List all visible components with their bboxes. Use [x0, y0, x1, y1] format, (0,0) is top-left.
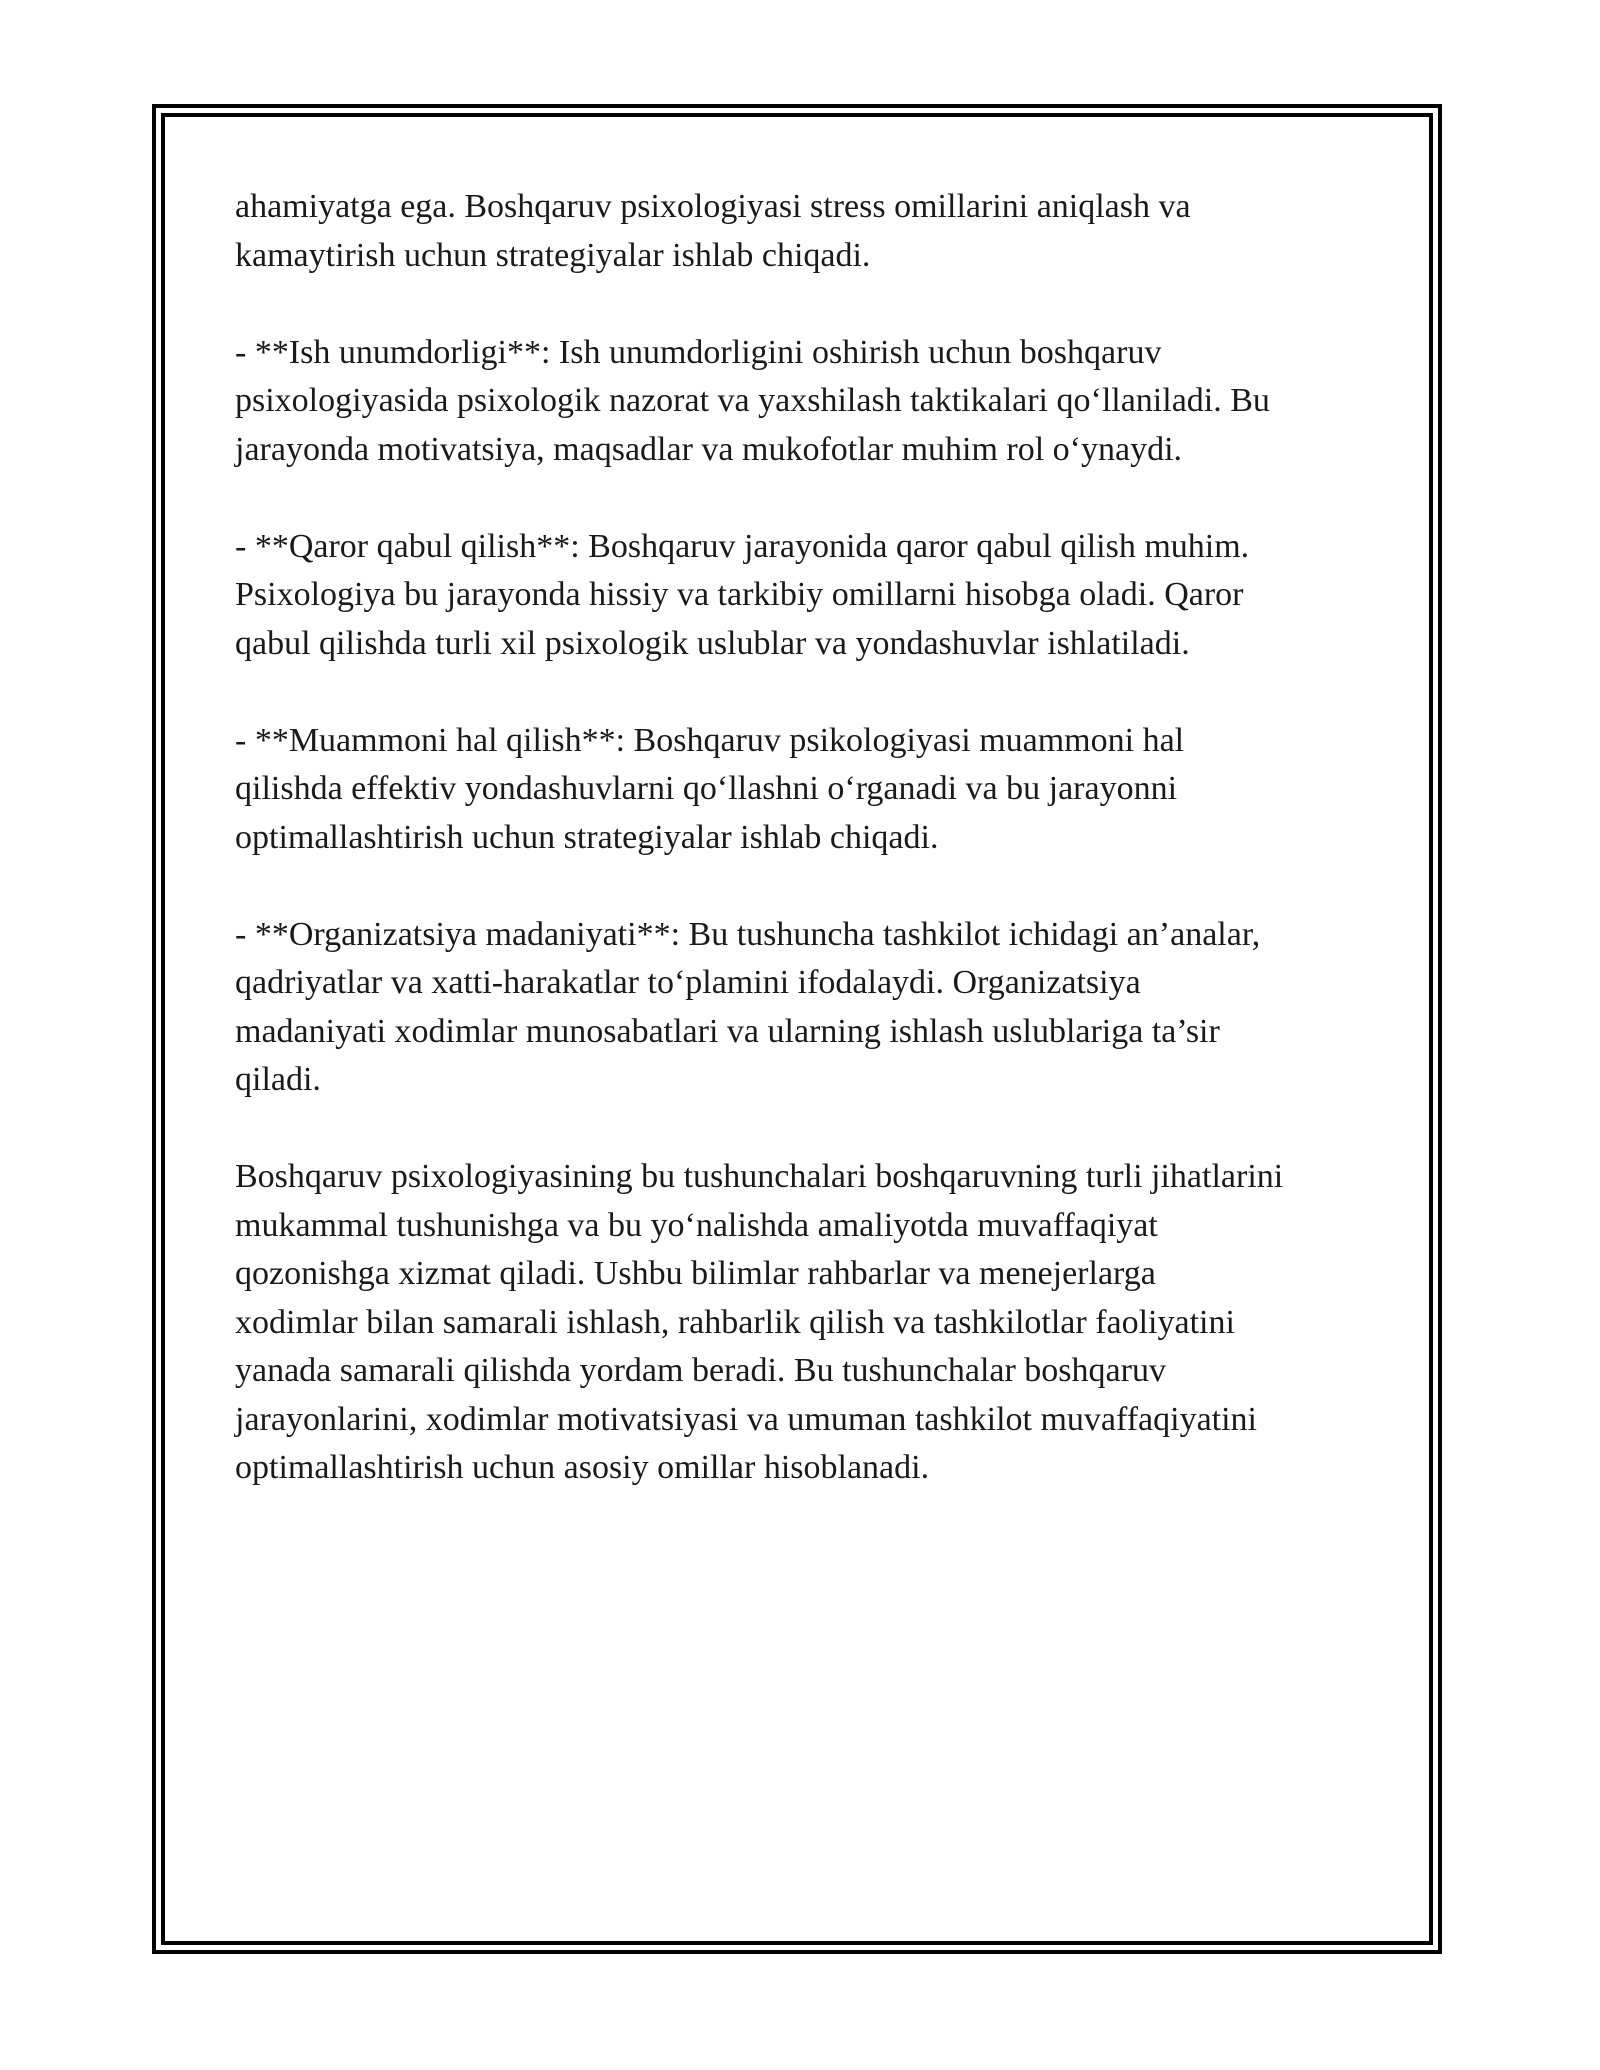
paragraph-qaror-qabul-qilish: [235, 523, 1385, 669]
text-line: qilishda effektiv yondashuvlarni qo‘llashni o‘rganadi va bu jarayonni: [235, 770, 1178, 807]
paragraph-organizatsiya-madaniyati: [235, 911, 1385, 1105]
text-line: madaniyati xodimlar munosabatlari va ularning ishlash uslublariga ta’sir: [235, 1012, 1220, 1050]
text-line: optimallashtirish uchun strategiyalar ishlab chiqadi.: [235, 818, 939, 856]
text-line: mukammal tushunishga va bu yo‘nalishda amaliyotda muvaffaqiyat: [235, 1206, 1158, 1244]
text-line: Boshqaruv psixologiyasining bu tushunchalari boshqaruvning turli jihatlarini: [235, 1158, 1284, 1195]
text-line: jarayonda motivatsiya, maqsadlar va mukofotlar muhim rol o‘ynaydi.: [235, 430, 1183, 468]
text-line: qiladi.: [235, 1061, 321, 1098]
paragraph-muammoni-hal-qilish: [235, 717, 1385, 863]
text-line: Psixologiya bu jarayonda hissiy va tarkibiy omillarni hisobga oladi. Qaror: [235, 576, 1244, 613]
text-line: qadriyatlar va xatti-harakatlar to‘plamini ifodalaydi. Organizatsiya: [235, 964, 1141, 1001]
document-body: [235, 183, 1385, 1541]
paragraph-ish-unumdorligi: [235, 329, 1385, 475]
paragraph-conclusion: [235, 1153, 1385, 1493]
paragraph-stress: [235, 183, 1385, 280]
text-line: qozonishga xizmat qiladi. Ushbu bilimlar rahbarlar va menejerlarga: [235, 1255, 1156, 1292]
text-line: - **Organizatsiya madaniyati**: Bu tushuncha tashkilot ichidagi an’analar,: [235, 915, 1261, 953]
text-line: jarayonlarini, xodimlar motivatsiyasi va umuman tashkilot muvaffaqiyatini: [235, 1400, 1257, 1438]
text-line: yanada samarali qilishda yordam beradi. Bu tushunchalar boshqaruv: [235, 1352, 1166, 1389]
text-line: optimallashtirish uchun asosiy omillar hisoblanadi.: [235, 1449, 930, 1486]
text-line: ahamiyatga ega. Boshqaruv psixologiyasi stress omillarini aniqlash va: [235, 188, 1191, 225]
text-line: kamaytirish uchun strategiyalar ishlab chiqadi.: [235, 236, 871, 274]
text-line: - **Muammoni hal qilish**: Boshqaruv psikologiyasi muammoni hal: [235, 721, 1185, 759]
text-line: - **Ish unumdorligi**: Ish unumdorligini oshirish uchun boshqaruv: [235, 333, 1162, 371]
text-line: psixologiyasida psixologik nazorat va yaxshilash taktikalari qo‘llaniladi. Bu: [235, 382, 1270, 419]
text-line: - **Qaror qabul qilish**: Boshqaruv jarayonida qaror qabul qilish muhim.: [235, 527, 1250, 565]
text-line: qabul qilishda turli xil psixologik uslublar va yondashuvlar ishlatiladi.: [235, 624, 1190, 662]
text-line: xodimlar bilan samarali ishlash, rahbarlik qilish va tashkilotlar faoliyatini: [235, 1303, 1235, 1341]
